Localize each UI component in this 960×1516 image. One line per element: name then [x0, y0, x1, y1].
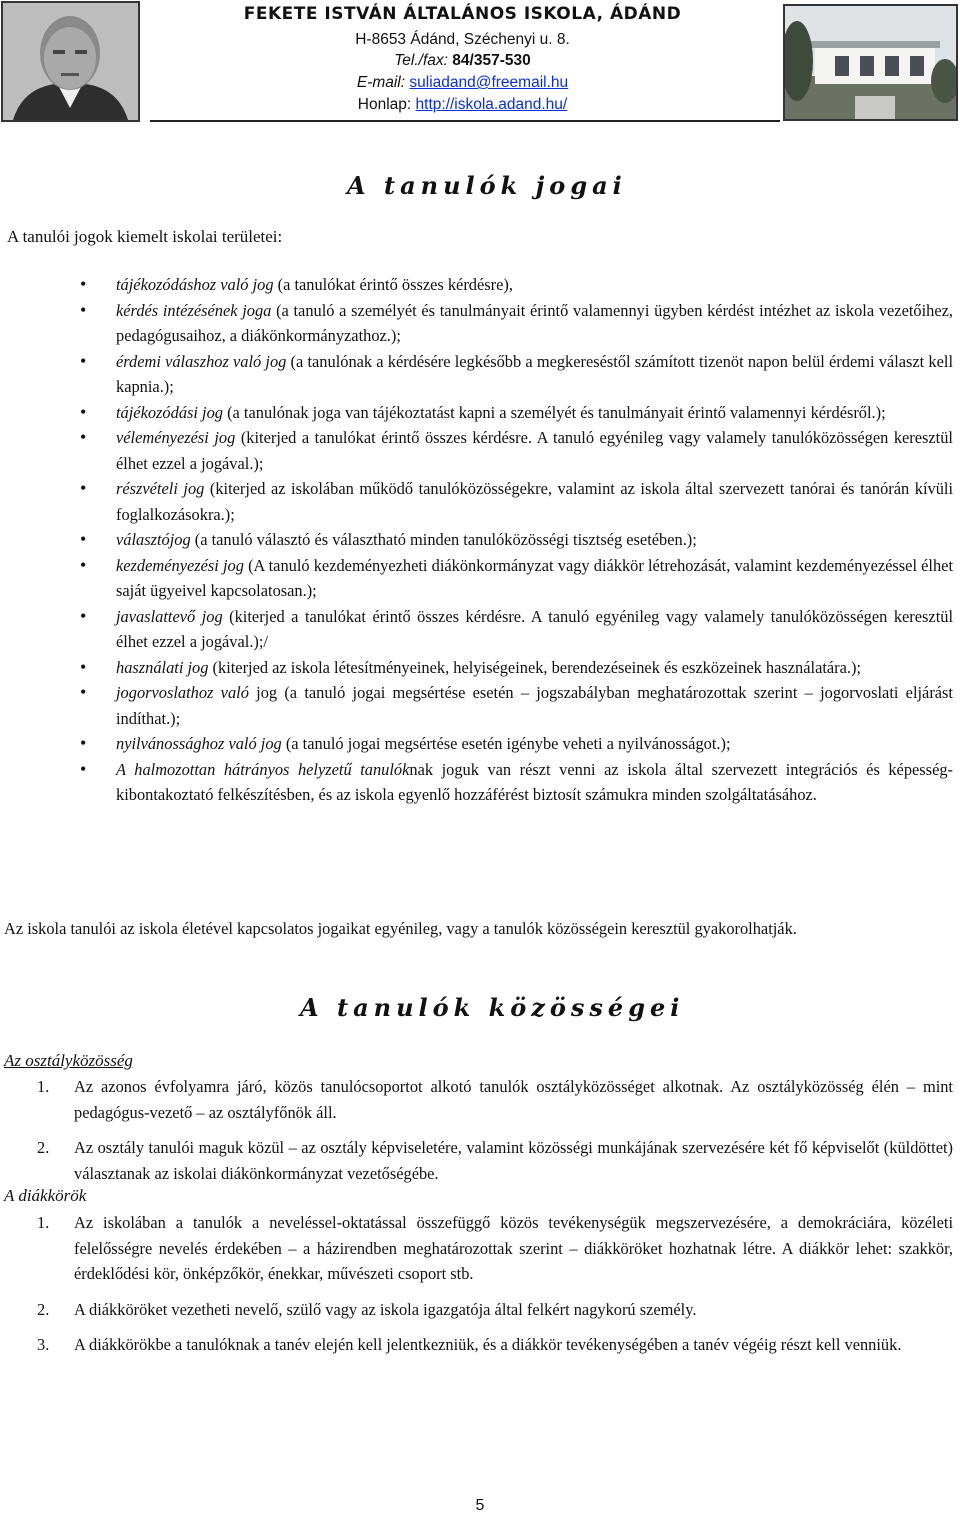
list-item: [80, 680, 953, 731]
email-link[interactable]: suliadand@freemail.hu: [409, 74, 569, 91]
list-item: [80, 272, 953, 298]
header-divider: [150, 120, 780, 122]
rights-title: A tanulók jogai: [347, 171, 627, 200]
right-text: (A tanuló kezdeményezheti diákönkormányzat vagy diákkör létrehozását, valamint kezdeményezéssel élhet saját ügyeivel kapcsolatosan.);: [116, 555, 953, 600]
list-item: [80, 757, 953, 808]
list-item: [37, 1210, 953, 1287]
item-text: Az azonos évfolyamra járó, közös tanulócsoportot alkotó tanulók osztályközösséget alkotnak. Az osztályközösség élén – mint pedagógus-vezető – az osztályfőnök áll.: [74, 1077, 953, 1122]
telfax-label: Tel./fax:: [394, 52, 448, 69]
list-item: [80, 349, 953, 400]
right-term: tájékozódáshoz való jog: [116, 275, 274, 294]
founder-portrait: [1, 1, 140, 122]
right-text: (a tanulónak joga van tájékoztatást kapni a személyét és tanulmányait érintő valamennyi kérdésről.);: [223, 402, 886, 422]
item-text: Az osztály tanulói maguk közül – az osztály képviseletére, valamint közösségi munkájának szervezésére két fő képviselőt (küldöttet) választanak az iskolai diákönkormányzat vezetőségébe.: [74, 1138, 953, 1183]
list-item: [80, 298, 953, 349]
right-text: (a tanulónak a kérdésére legkésőbb a megkereséstől számított tizenöt napon belül érdemi választ kell kapnia.);: [116, 351, 953, 396]
list-item: [80, 655, 953, 681]
list-item: [80, 425, 953, 476]
website-line: [150, 96, 775, 113]
item-number: 2.: [37, 1138, 50, 1157]
page-number: 5: [475, 1497, 485, 1514]
right-text: (kiterjed az iskolában működő tanulóközösségekre, valamint az iskola által szervezett tanórai és tanórán kívüli foglalkozásokra.);: [116, 479, 953, 524]
right-text: (a tanuló a személyét és tanulmányait érintő valamennyi ügyben kérdést intézhet az iskola vezetőihez, pedagógusaihoz, a diákönkormányzathoz.);: [116, 300, 953, 345]
right-text: (kiterjed a tanulókat érintő összes kérdésre. A tanuló egyénileg vagy valamely tanulóközösségen keresztül élhet ezzel a jogával.);: [116, 428, 953, 473]
right-text: jog (a tanuló jogai megsértése esetén – jogszabályban meghatározottak szerint – jogorvoslati eljárást indíthat.);: [116, 683, 953, 728]
right-term: kezdeményezési jog: [116, 555, 244, 575]
right-term: részvételi jog: [116, 479, 205, 498]
rights-closing-paragraph: Az iskola tanulói az iskola életével kapcsolatos jogaikat egyénileg, vagy a tanulók közösségein keresztül gyakorolhatják.: [4, 919, 797, 938]
right-text: (a tanuló jogai megsértése esetén igénybe veheti a nyilvánosságot.);: [281, 734, 731, 753]
list-item: [80, 476, 953, 527]
telfax-value: 84/357-530: [452, 52, 531, 69]
telfax-line: [150, 52, 775, 69]
right-text: nak joguk van részt venni az iskola által szervezett integrációs és képesség-kibontakoztató felkészítésben, és az iskola egyenlő hozzáférést biztosít számukra minden szolgáltatásához.: [116, 759, 953, 804]
list-item: [80, 731, 953, 757]
school-building-illustration: [785, 6, 956, 119]
school-building-photo: [783, 4, 958, 121]
clubs-heading: A diákkörök: [4, 1186, 87, 1205]
class-community-heading: Az osztályközösség: [4, 1051, 133, 1070]
right-term: A halmozottan hátrányos helyzetű tanulók: [116, 759, 410, 779]
right-text: (a tanuló választó és választható minden tanulóközösségi tisztség esetében.);: [190, 530, 697, 549]
list-item: [37, 1074, 953, 1125]
portrait-illustration: [3, 3, 138, 120]
school-address: H-8653 Ádánd, Széchenyi u. 8.: [355, 31, 570, 48]
website-label: Honlap:: [357, 96, 412, 113]
right-text: (a tanulókat érintő összes kérdésre),: [273, 275, 513, 294]
list-item: [80, 604, 953, 655]
right-term: javaslattevő jog: [116, 606, 223, 626]
list-item: [37, 1332, 953, 1358]
right-term: használati jog: [116, 657, 209, 677]
rights-side-label: A tanulói jogok kiemelt iskolai területei:: [7, 227, 283, 246]
right-term: jogorvoslathoz való: [116, 683, 249, 702]
list-item: [37, 1297, 953, 1323]
right-text: (kiterjed a tanulókat érintő összes kérdésre. A tanuló egyénileg vagy valamely tanulóközösségen keresztül élhet ezzel a jogával.);/: [116, 606, 953, 651]
email-line: [150, 74, 775, 91]
class-community-list: [37, 1074, 953, 1196]
item-text: A diákkörökbe a tanulóknak a tanév elején kell jelentkezniük, és a diákkör tevékenységében a tanév végéig részt kell venniük.: [74, 1335, 902, 1354]
clubs-list: [37, 1210, 953, 1368]
rights-list: [80, 272, 953, 808]
right-term: érdemi válaszhoz való jog: [116, 351, 287, 371]
item-number: 1.: [37, 1077, 50, 1096]
list-item: [80, 527, 953, 553]
item-number: 2.: [37, 1299, 50, 1319]
email-label: E-mail:: [356, 74, 406, 91]
right-term: tájékozódási jog: [116, 402, 223, 422]
school-name: FEKETE ISTVÁN ÁLTALÁNOS ISKOLA, ÁDÁND: [243, 4, 682, 24]
website-link[interactable]: http://iskola.adand.hu/: [415, 96, 568, 113]
list-item: [80, 400, 953, 426]
item-text: A diákköröket vezetheti nevelő, szülő vagy az iskola igazgatója által felkért nagykorú személy.: [74, 1299, 697, 1319]
right-term: választójog: [116, 530, 191, 549]
right-term: nyilvánossághoz való jog: [116, 734, 282, 753]
item-number: 1.: [37, 1213, 50, 1232]
communities-title: A tanulók közösségei: [300, 993, 685, 1022]
item-text: Az iskolában a tanulók a neveléssel-oktatással összefüggő közös tevékenységük megszervezésére, a demokráciára, közéleti felelősségre nevelés érdekében – a házirendben meghatározottak szerint – diákköröket hozhatnak létre. A diákkör lehet: szakkör, érdeklődési kör, önképzőkör, énekkar, művészeti csoport stb.: [74, 1213, 953, 1283]
right-text: (kiterjed az iskola létesítményeinek, helyiségeinek, berendezéseinek és eszközeinek használatára.);: [208, 657, 862, 677]
list-item: [37, 1135, 953, 1186]
right-term: kérdés intézésének joga: [116, 300, 272, 320]
right-term: véleményezési jog: [116, 428, 236, 447]
list-item: [80, 553, 953, 604]
item-number: 3.: [37, 1335, 50, 1354]
